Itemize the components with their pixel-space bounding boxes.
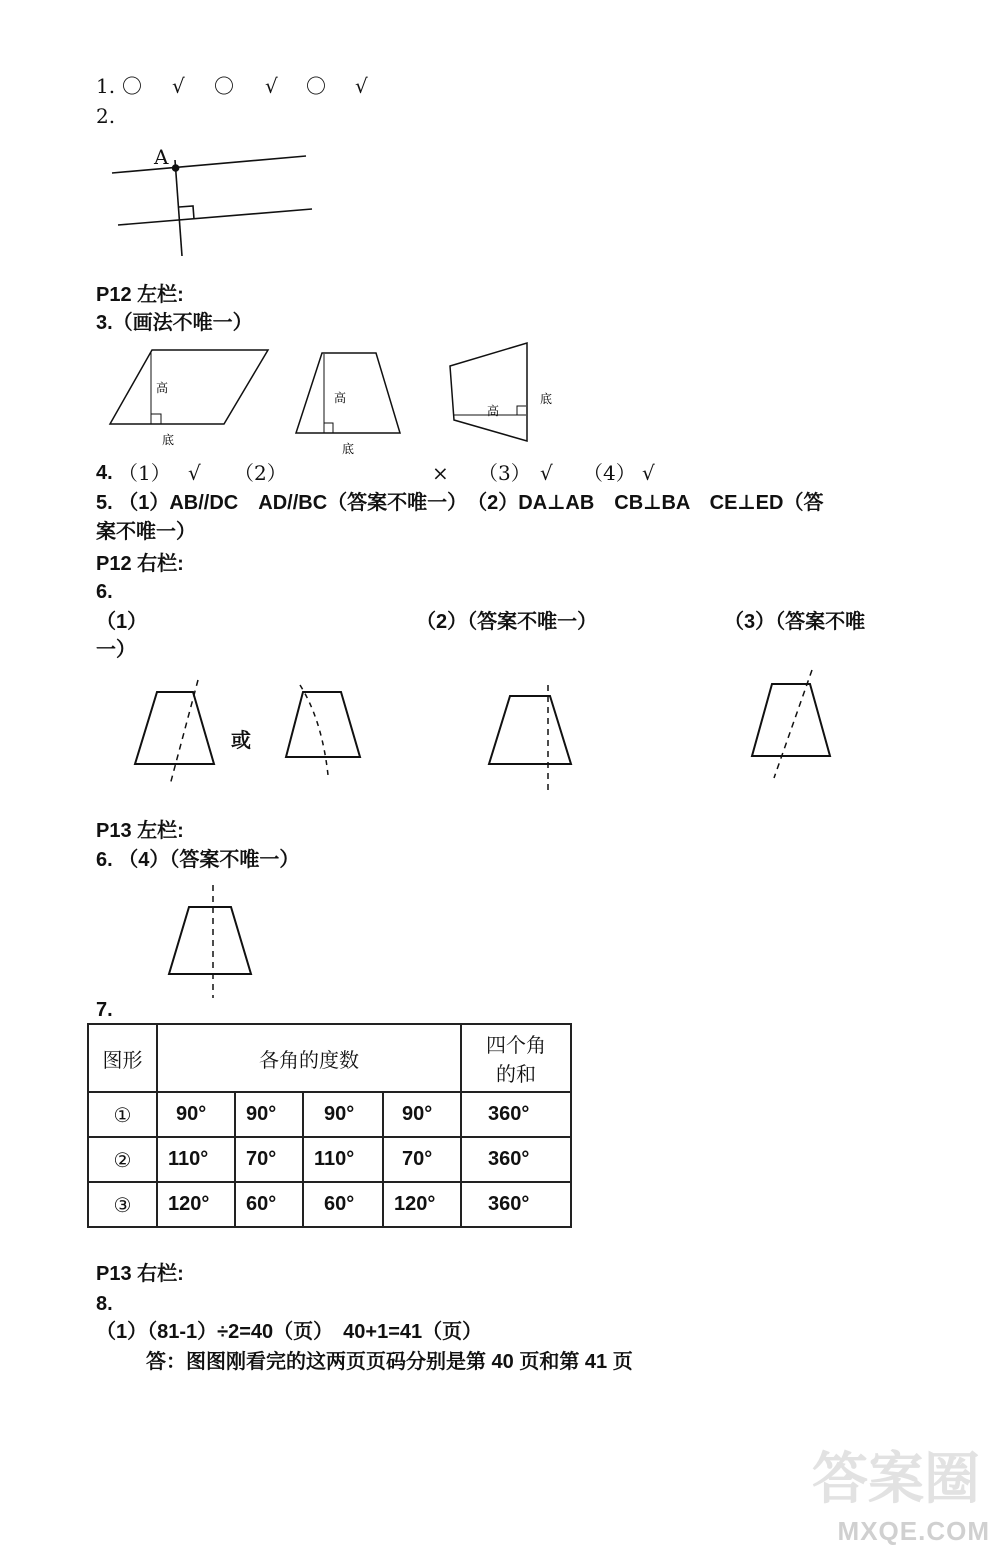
q4-item-1-label: （1）: [118, 461, 171, 485]
table-row: [88, 1182, 571, 1227]
header-sum-line-1: 四个角: [486, 1033, 546, 1057]
q6-or-label: 或: [231, 730, 251, 752]
q1-mark-4: √: [265, 74, 278, 98]
q4-item-2-mark: ×: [432, 461, 449, 485]
q3-trapezoid-height-label: 高: [334, 391, 347, 405]
q3-trapezoid-base-label: 底: [342, 442, 355, 456]
q4-item-3-mark: √: [540, 461, 553, 485]
row-3-angle-2: 60°: [235, 1182, 303, 1227]
table-row: [88, 1137, 571, 1182]
q2-line-lower: [118, 209, 312, 225]
q2-line-upper: [112, 156, 306, 173]
q5-line-2: 案不唯一）: [96, 521, 196, 543]
q4-number: 4.: [96, 462, 113, 484]
row-1-angle-2: 90°: [235, 1092, 303, 1137]
q6-number: 6.: [96, 581, 113, 603]
section-p12-left: P12 左栏:: [96, 284, 184, 306]
row-3-angle-4: 120°: [383, 1182, 461, 1227]
q6-1-figure-a: [135, 680, 214, 785]
q4-item-1-mark: √: [188, 461, 201, 485]
q1-mark-2: √: [172, 74, 185, 98]
q2-figure: [112, 156, 312, 256]
q6-part-3-continued: 一）: [96, 639, 136, 661]
q5-line-1: 5. （1）AB//DC AD//BC（答案不唯一） （2）DA⊥AB CB⊥BA CE⊥ED（答: [96, 492, 824, 514]
q6-2-figure: [489, 685, 571, 790]
header-sum-line-2: 的和: [496, 1062, 536, 1086]
row-2-angle-2: 70°: [235, 1137, 303, 1182]
row-3-angle-1: 120°: [157, 1182, 235, 1227]
header-sum: [461, 1024, 571, 1092]
table-row: [88, 1092, 571, 1137]
section-p13-right: P13 右栏:: [96, 1263, 184, 1285]
q4-item-3-label: （3）: [478, 461, 531, 485]
row-2-angle-3: 110°: [303, 1137, 383, 1182]
q1-mark-5: 〇: [306, 74, 326, 98]
q3-parallelogram-height-label: 高: [156, 381, 169, 395]
row-3-shape: ③: [88, 1182, 157, 1227]
row-1-sum: 360°: [461, 1092, 571, 1137]
q2-point-label: A: [154, 145, 169, 169]
q8-equation: （1）（81-1）÷2=40（页） 40+1=41（页）: [96, 1321, 483, 1343]
row-2-shape: ②: [88, 1137, 157, 1182]
q6-3-figure: [752, 670, 830, 778]
q4-item-2-label: （2）: [234, 461, 287, 485]
q3-trapezoid: [296, 353, 400, 433]
row-1-shape: ①: [88, 1092, 157, 1137]
q4-item-4-mark: √: [642, 461, 655, 485]
q3-trapezoid-rotated: [450, 343, 527, 441]
section-p12-right: P12 右栏:: [96, 553, 184, 575]
row-1-angle-4: 90°: [383, 1092, 461, 1137]
q3-parallelogram-base-label: 底: [162, 433, 175, 447]
section-p13-left: P13 左栏:: [96, 820, 184, 842]
watermark-text: MXQE.COM: [837, 1516, 990, 1546]
row-2-angle-4: 70°: [383, 1137, 461, 1182]
q3-parallelogram: [110, 350, 268, 424]
q3-rotated-height-label: 高: [487, 404, 500, 418]
q1-mark-1: 〇: [122, 74, 142, 98]
q6-part-3: （3）（答案不唯: [724, 611, 866, 633]
q1-mark-3: 〇: [214, 74, 234, 98]
header-angles: 各角的度数: [157, 1024, 461, 1092]
q7-number: 7.: [96, 999, 113, 1021]
q2-number: 2.: [96, 104, 116, 128]
row-3-sum: 360°: [461, 1182, 571, 1227]
row-3-angle-3: 60°: [303, 1182, 383, 1227]
q6-4-figure: [169, 885, 251, 998]
q6-part-2: （2）（答案不唯一）: [416, 611, 598, 633]
header-shape: 图形: [88, 1024, 157, 1092]
q8-answer: 答：图图刚看完的这两页页码分别是第 40 页和第 41 页: [146, 1351, 633, 1373]
table-header-row: [88, 1024, 571, 1092]
row-2-angle-1: 110°: [157, 1137, 235, 1182]
q2-point-a: [173, 165, 179, 171]
q1-number: 1.: [96, 74, 116, 98]
angles-table: [87, 1023, 572, 1228]
watermark-logo: 答案圈: [812, 1447, 980, 1512]
q4-item-4-label: （4）: [583, 461, 636, 485]
q6-4-title: 6. （4）（答案不唯一）: [96, 849, 300, 871]
row-1-angle-1: 90°: [157, 1092, 235, 1137]
q6-1-figure-b: [286, 685, 360, 775]
q2-right-angle-mark: [179, 206, 194, 219]
q1-mark-6: √: [355, 74, 368, 98]
q2-perpendicular: [175, 160, 182, 256]
q3-title: 3.（画法不唯一）: [96, 312, 253, 334]
q8-number: 8.: [96, 1293, 113, 1315]
q3-rotated-base-label: 底: [540, 392, 553, 406]
q6-part-1: （1）: [96, 611, 148, 633]
row-2-sum: 360°: [461, 1137, 571, 1182]
row-1-angle-3: 90°: [303, 1092, 383, 1137]
